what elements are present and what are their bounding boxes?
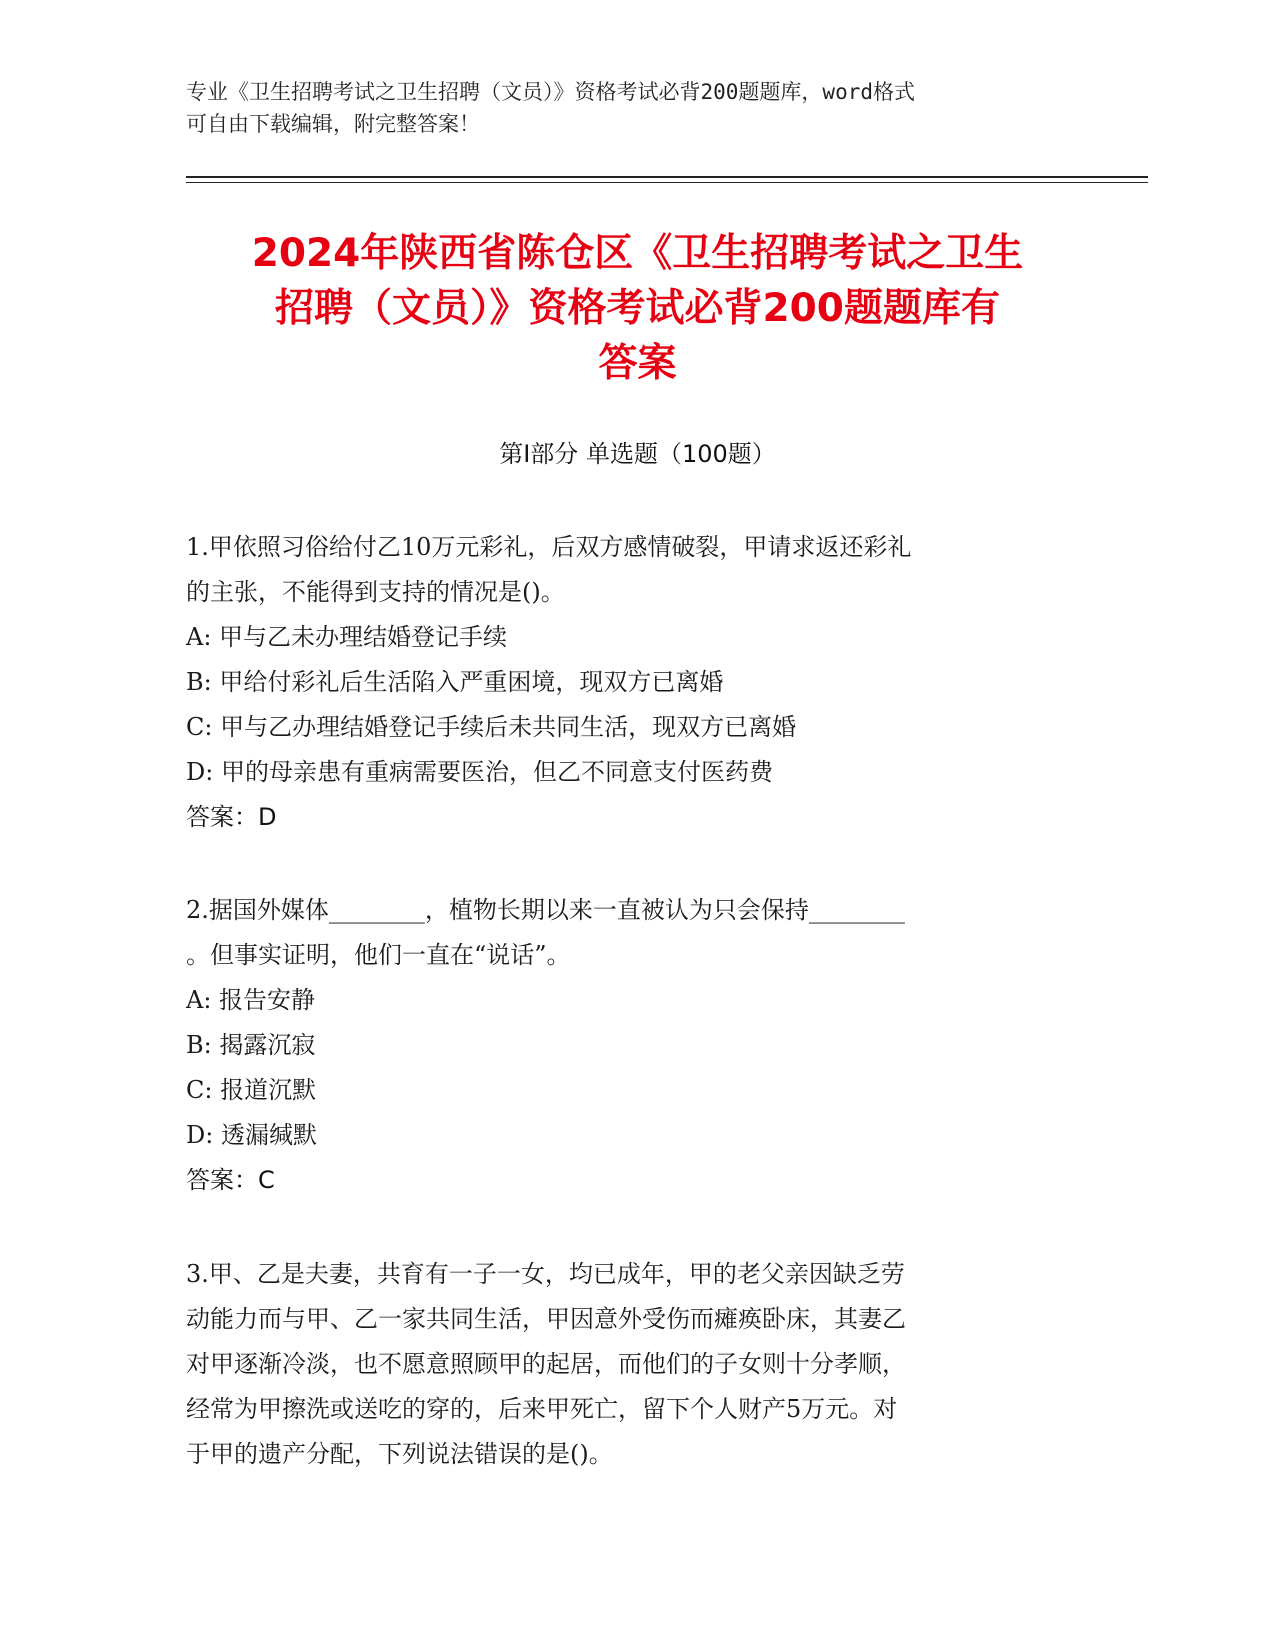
question-stem-line: 对甲逐渐冷淡，也不愿意照顾甲的起居，而他们的子女则十分孝顺， bbox=[186, 1350, 906, 1378]
question-stem-line: 。但事实证明，他们一直在“说话”。 bbox=[186, 941, 571, 969]
option-b: B: 甲给付彩礼后生活陷入严重困境，现双方已离婚 bbox=[186, 668, 724, 696]
header-divider-thick bbox=[186, 176, 1148, 178]
question-stem-line: 经常为甲擦洗或送吃的穿的，后来甲死亡，留下个人财产5万元。对 bbox=[186, 1395, 898, 1423]
question-stem-line: 2.据国外媒体________，植物长期以来一直被认为只会保持________ bbox=[186, 896, 905, 924]
question-stem-line: 动能力而与甲、乙一家共同生活，甲因意外受伤而瘫痪卧床，其妻乙 bbox=[186, 1305, 906, 1333]
option-c: C: 报道沉默 bbox=[186, 1076, 317, 1104]
document-title-line: 答案 bbox=[598, 341, 677, 386]
section-heading: 第Ⅰ部分 单选题（100题） bbox=[499, 440, 776, 468]
question-2 bbox=[186, 888, 1086, 1203]
header-note bbox=[186, 76, 1066, 140]
option-a: A: 甲与乙未办理结婚登记手续 bbox=[186, 623, 508, 651]
document-title bbox=[150, 226, 1125, 391]
question-stem-line: 3.甲、乙是夫妻，共育有一子一女，均已成年，甲的老父亲因缺乏劳 bbox=[186, 1260, 905, 1288]
document-title-line: 2024年陕西省陈仓区《卫生招聘考试之卫生 bbox=[251, 231, 1024, 276]
question-stem-line: 1.甲依照习俗给付乙10万元彩礼，后双方感情破裂，甲请求返还彩礼 bbox=[186, 533, 912, 561]
header-divider-thin bbox=[186, 182, 1148, 183]
question-1 bbox=[186, 525, 1086, 840]
option-c: C: 甲与乙办理结婚登记手续后未共同生活，现双方已离婚 bbox=[186, 713, 797, 741]
question-3 bbox=[186, 1252, 1086, 1477]
question-stem-line: 的主张，不能得到支持的情况是()。 bbox=[186, 578, 565, 606]
question-stem-line: 于甲的遗产分配，下列说法错误的是()。 bbox=[186, 1440, 613, 1468]
option-b: B: 揭露沉寂 bbox=[186, 1031, 316, 1059]
answer-line: 答案：C bbox=[186, 1166, 275, 1194]
option-a: A: 报告安静 bbox=[186, 986, 316, 1014]
header-note-line: 可自由下载编辑，附完整答案！ bbox=[186, 112, 480, 136]
option-d: D: 甲的母亲患有重病需要医治，但乙不同意支付医药费 bbox=[186, 758, 773, 786]
header-note-line: 专业《卫生招聘考试之卫生招聘（文员）》资格考试必背200题题库，word格式 bbox=[186, 80, 915, 104]
option-d: D: 透漏缄默 bbox=[186, 1121, 317, 1149]
answer-line: 答案：D bbox=[186, 803, 277, 831]
document-title-line: 招聘（文员）》资格考试必背200题题库有 bbox=[275, 286, 1000, 331]
